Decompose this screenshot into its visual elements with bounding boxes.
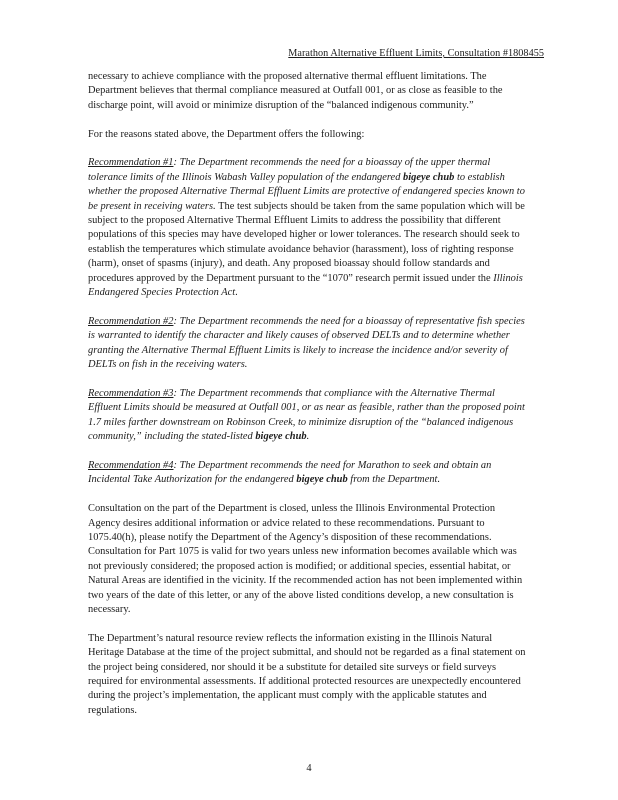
recommendation-3-label: Recommendation #3 [88, 387, 174, 399]
species-name-bigeye-chub: bigeye chub [403, 171, 455, 183]
recommendation-1-end: . [235, 287, 238, 299]
recommendation-2 [88, 315, 528, 373]
recommendation-4-label: Recommendation #4 [88, 459, 174, 471]
running-header: Marathon Alternative Effluent Limits, Consultation #1808455 [288, 48, 544, 59]
page-number: 4 [306, 763, 312, 774]
recommendation-4-statement-b: from the Department. [347, 474, 441, 486]
recommendation-3 [88, 387, 528, 445]
recommendation-1-details: The test subjects should be taken from the same population which will be subject to the proposed Alternative Thermal Effluent Limits to address the possibility that different populations of this species may have developed higher or lower tolerances. The research should seek to establish the temperatures which stimulate avoidance behavior (harassment), loss of righting response (harm), onset of spasms (injury), and death. Any proposed bioassay should follow standards and procedures approved by the Department pursuant to the “1070” research permit issued under the [88, 200, 525, 284]
act-title: Illinois Endangered Species Protection Act [88, 272, 523, 299]
recommendation-1 [88, 156, 528, 300]
recommendation-1-statement-a: : The Department recommends the need for a bioassay of the upper thermal tolerance limits of the Illinois Wabash Valley population of the endangered [88, 157, 491, 183]
species-name-bigeye-chub: bigeye chub [296, 474, 348, 486]
species-name-bigeye-chub: bigeye chub [255, 431, 307, 443]
review-paragraph: The Department’s natural resource review reflects the information existing in the Illinois Natural Heritage Database at the time of the project submittal, and should not be regarded as a final statement on the project being considered, nor should it be a substitute for detailed site surveys or field surveys required for environmental assessments. If additional protected resources are unexpectedly encountered during the project’s implementation, the applicant must comply with the applicable statutes and regulations. [88, 632, 526, 716]
consultation-paragraph: Consultation on the part of the Department is closed, unless the Illinois Environmental Protection Agency desires additional information or advice related to these recommendations. Pursuant to 1075.40(h), please notify the Department of the Agency’s disposition of these recommendations. Consultation for Part 1075 is valid for two years unless new information becomes available which was not previously considered; the proposed action is modified; or additional species, essential habitat, or Natural Areas are identified in the vicinity. If the recommended action has not been implemented within two years of the date of this letter, or any of the above listed conditions develop, a new consultation is necessary. [88, 503, 523, 615]
recommendation-2-statement: : The Department recommends the need for a bioassay of representative fish species is warranted to identify the character and likely causes of observed DELTs and to determine whether granting the Alternative Thermal Effluent Limits is likely to increase the incidence and/or severity of DELTs on fish in the receiving waters. [88, 315, 525, 371]
recommendation-4-statement-a: : The Department recommends the need for Marathon to seek and obtain an Incidental Take Authorization for the endangered [88, 459, 492, 486]
recommendation-1-label: Recommendation #1 [88, 157, 174, 169]
document-body [88, 70, 528, 733]
recommendation-3-statement-a: : The Department recommends that compliance with the Alternative Thermal Effluent Limits should be measured at Outfall 001, or as near as feasible, rather than the proposed point 1.7 miles farther downstream on Robinson Creek, to minimize disruption of the “balanced indigenous community,” including the stated-listed [88, 387, 525, 443]
recommendation-1-statement-b: to establish whether the proposed Alternative Thermal Effluent Limits are protective of endangered species known to be present in receiving waters. [88, 171, 525, 212]
lead-paragraph: For the reasons stated above, the Department offers the following: [88, 128, 365, 140]
recommendation-3-statement-b: . [306, 431, 310, 443]
intro-paragraph: necessary to achieve compliance with the proposed alternative thermal effluent limitations. The Department believes that thermal compliance measured at Outfall 001, or as close as feasible to the discharge point, will avoid or minimize disruption of the “balanced indigenous community.” [88, 71, 503, 111]
recommendation-4 [88, 459, 528, 488]
recommendation-2-label: Recommendation #2 [88, 315, 174, 327]
